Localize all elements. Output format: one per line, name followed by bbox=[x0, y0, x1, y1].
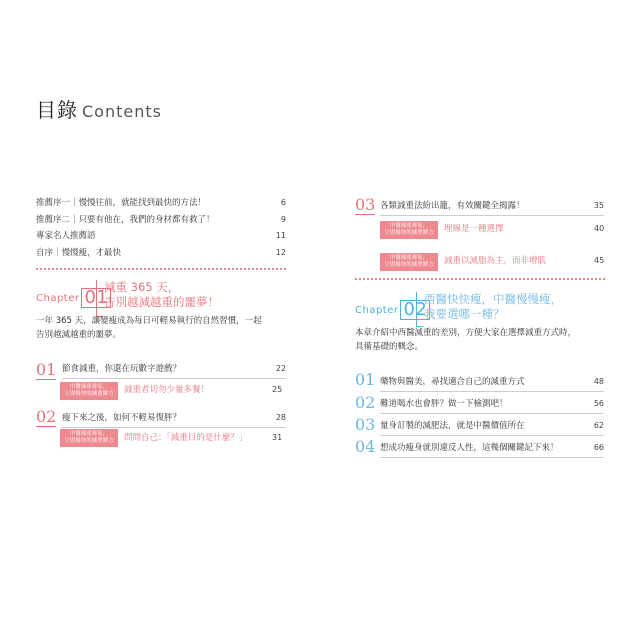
section-underline bbox=[36, 426, 56, 427]
sub-entry-page: 45 bbox=[594, 256, 605, 265]
section-number: 02 bbox=[355, 393, 376, 412]
sub-entry[interactable]: 埋線是一種選擇 bbox=[444, 224, 504, 234]
section-divider bbox=[380, 215, 604, 216]
front-matter-entry[interactable]: 推薦序一｜慢慢往前，就能找到最快的方法！ 6 bbox=[36, 198, 286, 208]
front-matter-entry[interactable]: 推薦序二｜只要有他在，我們的身材都有救了！ 9 bbox=[36, 215, 286, 225]
section-entry[interactable]: 藥物與醫美，尋找適合自己的減重方式 48 bbox=[380, 377, 604, 387]
section-divider bbox=[380, 457, 604, 458]
expert-badge: 中醫減重專家， 立即幫你的減重解方 bbox=[380, 253, 438, 271]
section-number: 03 bbox=[355, 195, 376, 214]
section-entry[interactable]: 各類減重法紛出籠，有效關鍵全揭露！ 35 bbox=[380, 201, 604, 211]
section-number: 03 bbox=[355, 415, 376, 434]
section-number: 01 bbox=[355, 370, 376, 389]
section-divider bbox=[62, 427, 286, 428]
section-underline bbox=[355, 214, 375, 215]
sub-entry-page: 40 bbox=[594, 224, 605, 233]
sub-entry[interactable]: 減重者切勿少量多餐！ bbox=[124, 385, 210, 395]
section-number: 04 bbox=[355, 437, 376, 456]
dotted-divider bbox=[36, 268, 286, 270]
chapter-2-number: 02 bbox=[400, 300, 430, 320]
section-entry[interactable]: 節食減重，你還在玩數字遊戲？ 22 bbox=[62, 364, 286, 374]
expert-badge: 中醫減重專家， 立即幫你的減重解方 bbox=[380, 221, 438, 239]
sub-entry-page: 25 bbox=[272, 385, 283, 394]
sub-entry-page: 31 bbox=[272, 433, 283, 442]
section-divider bbox=[380, 435, 604, 436]
section-divider bbox=[380, 391, 604, 392]
expert-badge: 中醫減重專家， 立即幫你的減重解方 bbox=[60, 382, 118, 400]
chapter-1-intro: 一年 365 天，讓變瘦成為每日可輕易執行的自然習慣，一起 告別越減越重的噩夢。 bbox=[36, 316, 262, 340]
title-main: 目錄 bbox=[36, 98, 78, 122]
chapter-1-bracket bbox=[96, 280, 103, 317]
section-entry[interactable]: 難道喝水也會胖？做一下檢測吧！ 56 bbox=[380, 399, 604, 409]
section-entry[interactable]: 量身訂製的減肥法，就是中醫價值所在 62 bbox=[380, 421, 604, 431]
chapter-2-label: Chapter 02 bbox=[355, 300, 430, 320]
chapter-1-number: 01 bbox=[81, 288, 111, 308]
section-entry[interactable]: 想成功瘦身就別違反人性，這幾個關鍵記下來！ 66 bbox=[380, 443, 604, 453]
front-matter-entry[interactable]: 專家名人推薦語 11 bbox=[36, 231, 286, 241]
dotted-divider bbox=[355, 278, 605, 280]
chapter-2-title[interactable]: 西醫快快瘦，中醫慢慢瘦， 我要選哪一種？ bbox=[424, 292, 562, 321]
section-entry[interactable]: 瘦下來之後，如何不輕易復胖？ 28 bbox=[62, 413, 286, 423]
page-title bbox=[36, 94, 162, 123]
section-divider bbox=[380, 413, 604, 414]
chapter-2-intro: 本章介紹中西醫減重的差別，方便大家在選擇減重方式時， 具備基礎的概念。 bbox=[355, 328, 577, 352]
expert-badge: 中醫減重專家， 立即幫你的減重解方 bbox=[60, 429, 118, 447]
section-number: 01 bbox=[36, 360, 57, 379]
sub-entry[interactable]: 減重以減脂為主，而非增肌 bbox=[444, 256, 547, 266]
front-matter-entry[interactable]: 自序｜慢慢瘦，才最快 12 bbox=[36, 248, 286, 258]
sub-entry[interactable]: 問問自己：「減重目的是什麼？」 bbox=[124, 433, 248, 443]
section-number: 02 bbox=[36, 407, 57, 426]
section-divider bbox=[62, 378, 286, 379]
section-underline bbox=[36, 379, 56, 380]
title-sub: Contents bbox=[82, 102, 162, 121]
chapter-1-title[interactable]: 減重 365 天， 告別越減越重的噩夢！ bbox=[104, 280, 219, 309]
chapter-1-label: Chapter 01 bbox=[36, 288, 111, 308]
chapter-2-bracket bbox=[416, 292, 423, 327]
